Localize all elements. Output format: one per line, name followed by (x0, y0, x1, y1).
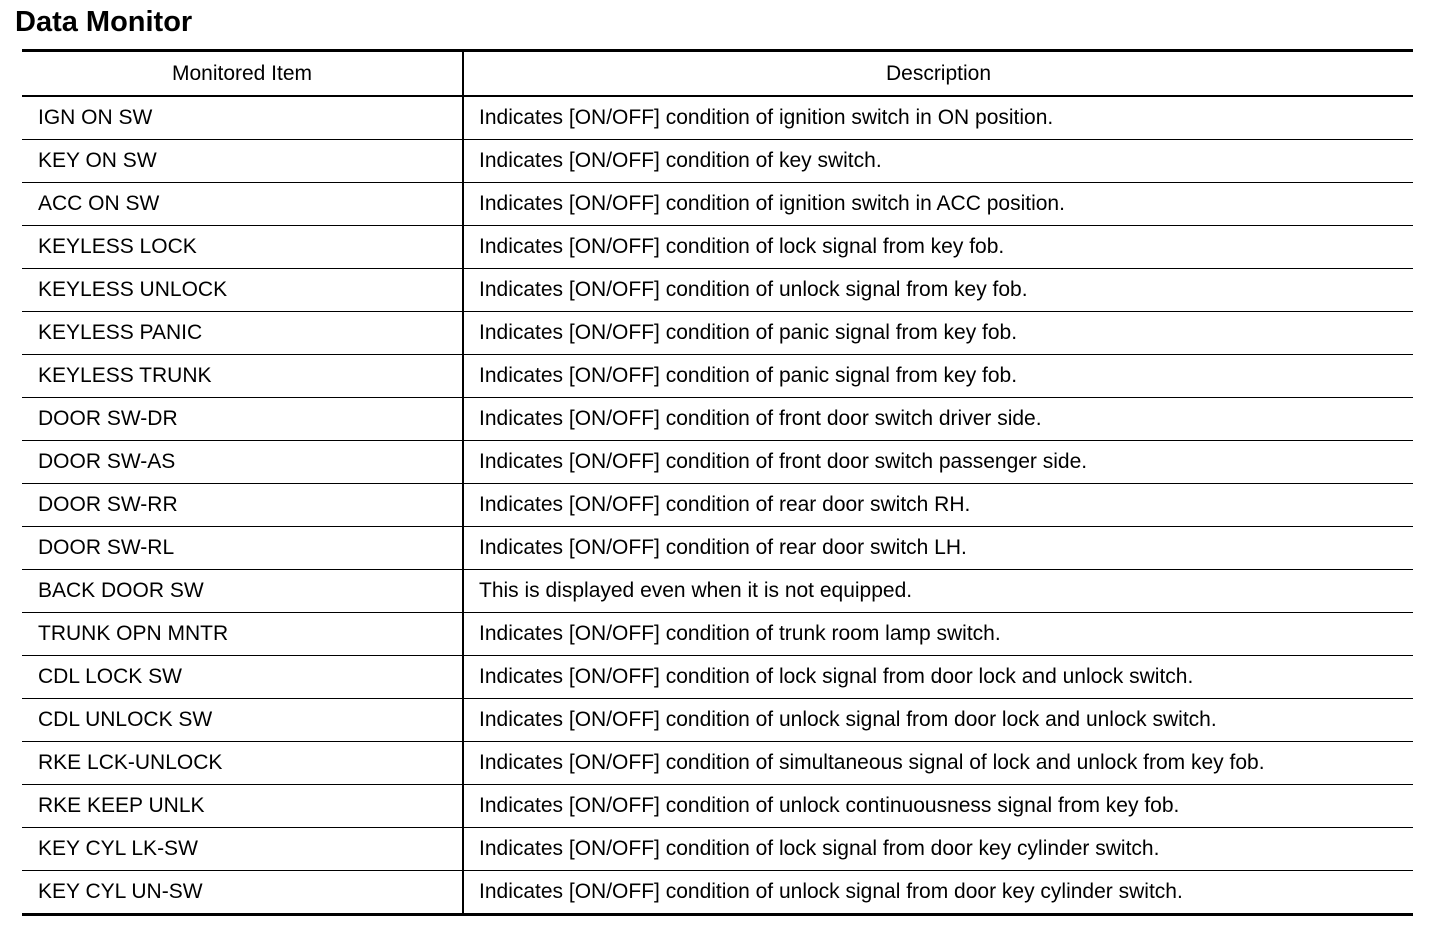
table-row (22, 226, 1413, 269)
monitored-item-cell: KEYLESS TRUNK (22, 355, 463, 398)
description-cell: Indicates [ON/OFF] condition of unlock continuousness signal from key fob. (463, 785, 1413, 828)
description-cell: Indicates [ON/OFF] condition of panic signal from key fob. (463, 312, 1413, 355)
description-cell: Indicates [ON/OFF] condition of lock signal from door key cylinder switch. (463, 828, 1413, 871)
monitored-item-cell: CDL LOCK SW (22, 656, 463, 699)
table-row (22, 441, 1413, 484)
monitored-item-cell: DOOR SW-DR (22, 398, 463, 441)
monitored-item-cell: KEY ON SW (22, 140, 463, 183)
description-cell: Indicates [ON/OFF] condition of unlock signal from door lock and unlock switch. (463, 699, 1413, 742)
monitored-item-cell: DOOR SW-AS (22, 441, 463, 484)
table-row (22, 828, 1413, 871)
table-row (22, 871, 1413, 915)
description-cell: Indicates [ON/OFF] condition of unlock signal from door key cylinder switch. (479, 880, 1183, 903)
table-row (22, 699, 1413, 742)
monitored-item-cell: ACC ON SW (22, 183, 463, 226)
table-row (22, 398, 1413, 441)
description-cell: Indicates [ON/OFF] condition of ignition switch in ON position. (463, 96, 1413, 140)
description-cell: This is displayed even when it is not equipped. (463, 570, 1413, 613)
description-cell: Indicates [ON/OFF] condition of rear door switch LH. (463, 527, 1413, 570)
description-cell: Indicates [ON/OFF] condition of lock signal from key fob. (463, 226, 1413, 269)
monitored-item-cell: TRUNK OPN MNTR (22, 613, 463, 656)
table-row (22, 140, 1413, 183)
table-row (22, 742, 1413, 785)
monitored-item-cell: DOOR SW-RR (22, 484, 463, 527)
header-description: Description (463, 51, 1413, 97)
description-cell: Indicates [ON/OFF] condition of front door switch driver side. (463, 398, 1413, 441)
table-row (22, 355, 1413, 398)
table-row (22, 484, 1413, 527)
description-cell: Indicates [ON/OFF] condition of unlock signal from key fob. (463, 269, 1413, 312)
data-monitor-table (22, 49, 1413, 916)
monitored-item-cell: RKE KEEP UNLK (22, 785, 463, 828)
monitored-item-cell: DOOR SW-RL (22, 527, 463, 570)
monitored-item-cell: KEY CYL UN-SW (22, 871, 463, 915)
monitored-item-cell: KEYLESS UNLOCK (22, 269, 463, 312)
monitored-item-cell: RKE LCK-UNLOCK (22, 742, 463, 785)
monitored-item-cell: IGN ON SW (22, 96, 463, 140)
table-row (22, 570, 1413, 613)
monitored-item-cell: KEYLESS LOCK (22, 226, 463, 269)
monitored-item-cell: KEYLESS PANIC (22, 312, 463, 355)
table-row (22, 613, 1413, 656)
page-title: Data Monitor (15, 6, 193, 38)
description-cell: Indicates [ON/OFF] condition of panic signal from key fob. (463, 355, 1413, 398)
description-cell: Indicates [ON/OFF] condition of lock signal from door lock and unlock switch. (463, 656, 1413, 699)
table-body (22, 96, 1413, 915)
table-header-row (22, 51, 1413, 97)
table-row (22, 183, 1413, 226)
table-row (22, 656, 1413, 699)
description-cell: Indicates [ON/OFF] condition of key switch. (463, 140, 1413, 183)
table-row (22, 269, 1413, 312)
monitored-item-cell: KEY CYL LK-SW (22, 828, 463, 871)
description-cell: Indicates [ON/OFF] condition of trunk room lamp switch. (463, 613, 1413, 656)
table-row (22, 96, 1413, 140)
description-cell: Indicates [ON/OFF] condition of rear door switch RH. (463, 484, 1413, 527)
table-row (22, 312, 1413, 355)
monitored-item-cell: CDL UNLOCK SW (22, 699, 463, 742)
header-monitored-item: Monitored Item (22, 51, 463, 97)
description-cell: Indicates [ON/OFF] condition of front door switch passenger side. (463, 441, 1413, 484)
table-row (22, 785, 1413, 828)
description-cell: Indicates [ON/OFF] condition of ignition switch in ACC position. (463, 183, 1413, 226)
monitored-item-cell: BACK DOOR SW (22, 570, 463, 613)
table-row (22, 527, 1413, 570)
description-cell: Indicates [ON/OFF] condition of simultaneous signal of lock and unlock from key fob. (463, 742, 1413, 785)
